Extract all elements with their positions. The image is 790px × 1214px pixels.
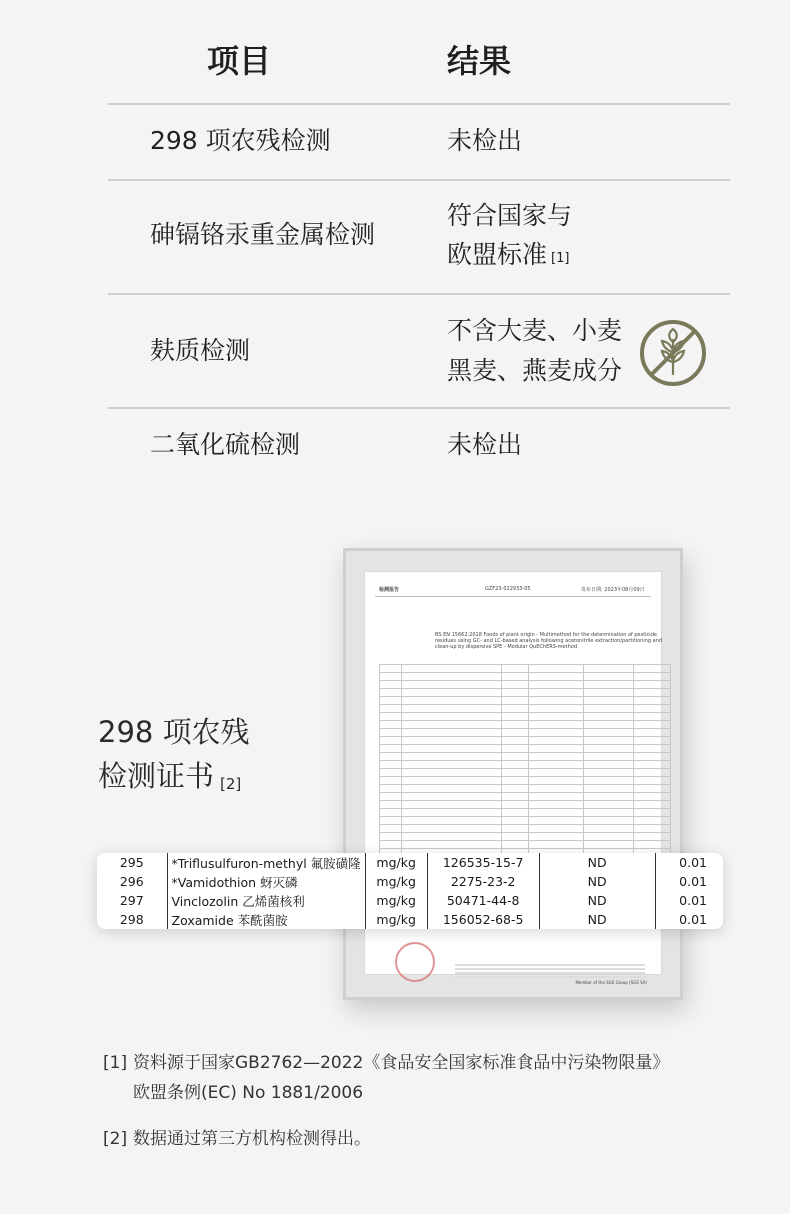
row-item-pesticide: 298 项农残检测 (150, 126, 331, 155)
row-result-gluten-line1: 不含大麦、小麦 (447, 316, 623, 345)
cell-no: 296 (97, 872, 167, 891)
row-item-gluten: 麸质检测 (150, 336, 251, 365)
cell-limit: 0.01 (655, 853, 723, 872)
doc-row (380, 745, 671, 753)
table-row (97, 910, 723, 929)
doc-footer-lines (455, 962, 645, 980)
doc-method: BS EN 15662:2018 Foods of plant origin - Multimethod for the determination of pesticide residues using GC- and LC-based analysis following acetonitrile extraction/partitioning and clean-up by dispersive SPE - Modular QuEChERS-method (435, 632, 663, 650)
doc-row (380, 833, 671, 841)
certificate-label (98, 710, 250, 798)
footnotes (103, 1048, 669, 1154)
stamp-icon (395, 942, 435, 982)
table-row (97, 853, 723, 872)
header-item: 项目 (207, 42, 272, 80)
cell-unit: mg/kg (376, 912, 416, 927)
certificate-label-line1: 298 项农残 (98, 715, 250, 749)
row-result-so2: 未检出 (447, 430, 523, 459)
cell-unit: mg/kg (376, 855, 416, 870)
cell-limit: 0.01 (655, 891, 723, 910)
certificate-frame (343, 548, 683, 1000)
doc-row (380, 721, 671, 729)
doc-row (380, 761, 671, 769)
doc-row (380, 777, 671, 785)
doc-date: 发布日期: 2023年08月09日 (581, 587, 645, 593)
cell-result: ND (587, 874, 607, 889)
gluten-free-wheat-icon (638, 318, 708, 388)
footnote-1-line2: 欧盟条例(EC) No 1881/2006 (133, 1083, 364, 1103)
cell-unit: mg/kg (376, 874, 416, 889)
doc-number: GZF23-022933-05 (485, 586, 531, 592)
doc-row (380, 689, 671, 697)
cell-result: ND (587, 893, 607, 908)
footnote-mark: [1] (103, 1053, 128, 1073)
cell-result: ND (587, 912, 607, 927)
cell-result: ND (587, 855, 607, 870)
divider (108, 103, 730, 105)
header-result: 结果 (447, 42, 512, 80)
cell-cas: 2275-23-2 (427, 872, 539, 891)
doc-row (380, 841, 671, 849)
doc-row (380, 801, 671, 809)
doc-row (380, 729, 671, 737)
divider (108, 293, 730, 295)
doc-row (380, 785, 671, 793)
zoomed-results-strip (97, 853, 723, 929)
doc-row (380, 769, 671, 777)
cell-cas: 50471-44-8 (427, 891, 539, 910)
footnote-1 (103, 1048, 669, 1108)
ref-marker: [1] (551, 251, 570, 266)
footnote-2-line1: 数据通过第三方机构检测得出。 (133, 1129, 371, 1149)
row-result-heavy-metal-line2: 欧盟标准 [1] (447, 240, 570, 269)
row-item-so2: 二氧化硫检测 (150, 430, 301, 459)
doc-row (380, 713, 671, 721)
doc-row (380, 665, 671, 673)
doc-row (380, 681, 671, 689)
footnote-mark: [2] (103, 1129, 128, 1149)
ref-marker: [2] (220, 775, 242, 793)
cell-no: 295 (97, 853, 167, 872)
doc-row (380, 793, 671, 801)
doc-row (380, 737, 671, 745)
doc-row (380, 697, 671, 705)
doc-row (380, 673, 671, 681)
cell-unit: mg/kg (376, 893, 416, 908)
table-row (97, 891, 723, 910)
cell-name: Vinclozolin 乙烯菌核利 (167, 891, 365, 910)
doc-row (380, 809, 671, 817)
cell-name: Zoxamide 苯酰菌胺 (167, 910, 365, 929)
doc-row (380, 825, 671, 833)
cell-no: 297 (97, 891, 167, 910)
doc-row (380, 753, 671, 761)
doc-row (380, 705, 671, 713)
doc-member: Member of the SGS Group (SGS SA) (575, 980, 647, 985)
cell-limit: 0.01 (655, 910, 723, 929)
doc-title: 检测报告 (379, 587, 400, 593)
cell-name: *Vamidothion 蚜灭磷 (167, 872, 365, 891)
doc-row (380, 817, 671, 825)
cell-limit: 0.01 (655, 872, 723, 891)
cell-name: *Triflusulfuron-methyl 氟胺磺隆 (167, 853, 365, 872)
certificate-label-line2: 检测证书 [2] (98, 759, 242, 793)
divider (108, 407, 730, 409)
table-row (97, 872, 723, 891)
divider (108, 179, 730, 181)
doc-table (379, 664, 671, 857)
row-result-heavy-metal-line1: 符合国家与 (447, 201, 573, 230)
cell-cas: 126535-15-7 (427, 853, 539, 872)
footnote-1-line1: 资料源于国家GB2762—2022《食品安全国家标准食品中污染物限量》 (133, 1053, 670, 1073)
cell-cas: 156052-68-5 (427, 910, 539, 929)
row-result-gluten-line2: 黑麦、燕麦成分 (447, 356, 623, 385)
footnote-2 (103, 1124, 669, 1154)
row-result-pesticide: 未检出 (447, 126, 523, 155)
row-item-heavy-metal: 砷镉铬汞重金属检测 (150, 220, 376, 249)
cell-no: 298 (97, 910, 167, 929)
